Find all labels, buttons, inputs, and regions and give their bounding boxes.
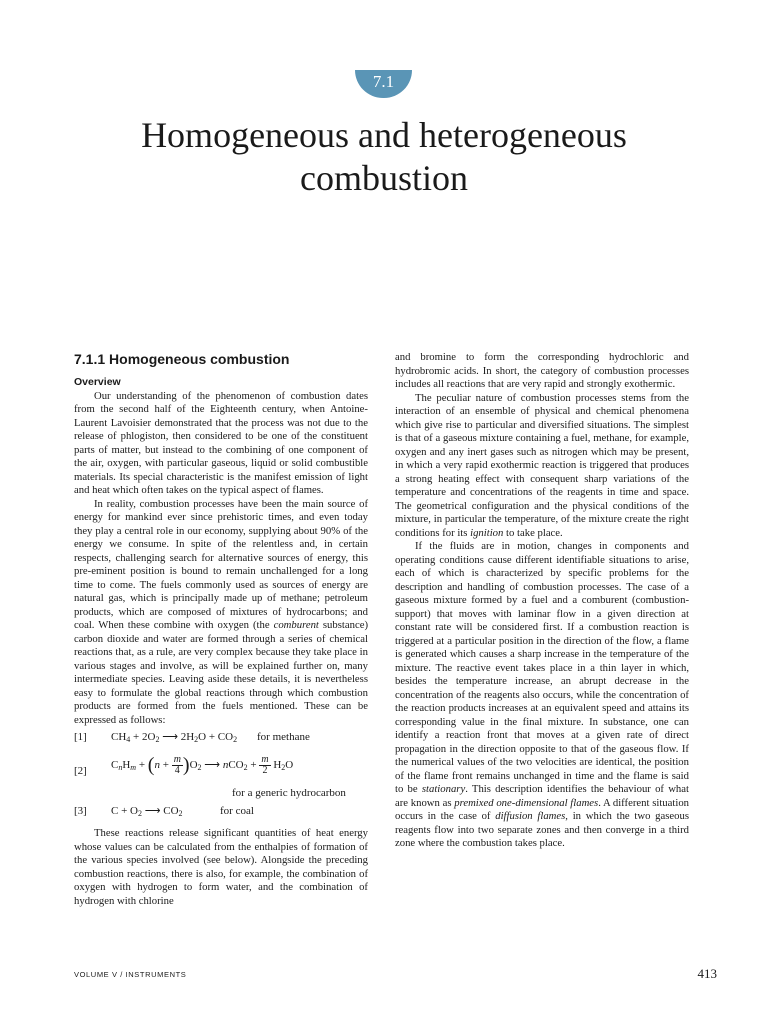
equation-number: [1] [74, 731, 87, 743]
equation-formula: $C_nH_m + (n$ + $\frac{m}{4}$ )$O_2$ ⟶ nCO$_2$ + $\frac{m}{2}$ $H_2O$ [111, 753, 294, 776]
paragraph: and bromine to form the corresponding hydrochloric and hydrobromic acids. In short, the category of combustion processes includes all reactions that are very rapid and strongly exothermic. [395, 351, 689, 390]
paragraph: The peculiar nature of combustion processes stems from the interaction of an ensemble of physical and chemical phenomena which give rise to particular and diversified situations. The simplest is that of a gaseous mixture containing a fuel, methane, for example, oxygen and any inert gases such as nitrogen which may be present, in which a very rapid exothermic reaction is triggered that produces a strong heating effect with consequent sharp variations of the temperature and concentrations of the reagents in time and space. The geometrical configuration and the physical conditions of the mixture, in particular the temperature, of the mixture create the right conditions for its ignition to take place. [395, 391, 689, 539]
section-number-badge: 7.1 [355, 70, 412, 98]
running-footer: VOLUME V / INSTRUMENTS [74, 970, 187, 979]
paragraph: If the fluids are in motion, changes in components and operating conditions cause different identifiable situations to arise, each of which is characterized by specific problems for the description and handling of combustion processes. The case of a gaseous mixture formed by a fuel and a comburent (combustion-support) that moves with laminar flow in a given direction at constant rate will be considered first. If a combustion reaction is triggered at a particular position in the direction of the flow, a flame is generated which causes a sharp increase in the temperature of the mixture. The reactive event takes place in a thin layer in which, besides the temperature increase, an abrupt decrease in the concentration of the reagents also occurs, while the concentration of the reaction products increases at an equivalent speed and attains its corresponding value in the final mixture. In substance, one can identify a reaction front that moves at a given rate of direct propagation in the direction opposite to that of the gaseous flow. If the numerical values of the two velocities are identical, the position of the flame front remains unchanged in time and the flame is said to be stationary. This description identifies the behaviour of what are known as premixed one-dimensional flames. A different situation occurs in the case of diffusion flames, in which the two gaseous reagents flow into two separate zones and then converge in a third zone where the combustion takes place. [395, 540, 690, 849]
left-column [74, 350, 368, 908]
page-number: 413 [697, 966, 717, 981]
equation-3 [74, 805, 368, 827]
equation-formula: $CH_4 + 2O_2$ ⟶ $2H_2O + CO_2$ [111, 731, 238, 744]
equation-number: [3] [74, 805, 87, 817]
overview-heading: Overview [74, 376, 121, 388]
page-title [0, 114, 768, 200]
equation-formula: $C + O_2$ ⟶ $CO_2$ [111, 805, 183, 818]
subsection-heading: 7.1.1 Homogeneous combustion [74, 351, 290, 367]
paragraph: Our understanding of the phenomenon of combustion dates from the second half of the Eighteenth century, when Antoine-Laurent Lavoisier demonstrated that the process was not due to the release of phlogiston, then considered to be one of the constituent parts of matter, but instead to the combining of one component of the air, oxygen, with particular gaseous, liquid or solid combustible materials. Its special characteristic is the manifest emission of light and heat which often takes on the typical aspect of flames. [74, 389, 368, 496]
title-line-1: Homogeneous and heterogeneous [141, 115, 627, 155]
paragraph: These reactions release significant quantities of heat energy whose values can be calculated from the enthalpies of formation of the various species involved (see below). Alongside the preceding combustion reactions, there is also, for example, the combination of oxygen with hydrogen to form water, and the combination of hydrogen with chlorine [74, 827, 368, 907]
equation-2 [74, 755, 368, 801]
equation-note: for coal [220, 805, 254, 817]
paragraph: In reality, combustion processes have been the main source of energy for mankind ever since prehistoric times, and even today they play a central role in our economy, supplying about 90% of the energy we consume. In spite of the relentless and, in certain respects, challenging search for alternative sources of energy, this pre-eminent position is bound to remain unchallenged for a long time to come. The fuels commonly used as sources of energy are natural gas, which is principally made up of methane; petroleum products, which are composed of mixtures of hydrocarbons; and coal. When these combine with oxygen (the comburent substance) carbon dioxide and water are formed through a series of chemical reactions that, as a rule, are very complex because they take place in various stages and involve, as will be explained further on, many intermediate species. Leaving aside these details, it is nevertheless easy to formulate the global reactions through which combustion products are formed from the fuels mentioned. These can be expressed as follows: [74, 497, 369, 726]
equation-note: for a generic hydrocarbon [232, 787, 346, 799]
equation-1 [74, 731, 368, 753]
equation-number: [2] [74, 765, 87, 777]
equation-note: for methane [257, 731, 310, 743]
title-line-2: combustion [300, 158, 468, 198]
right-column [395, 351, 689, 851]
